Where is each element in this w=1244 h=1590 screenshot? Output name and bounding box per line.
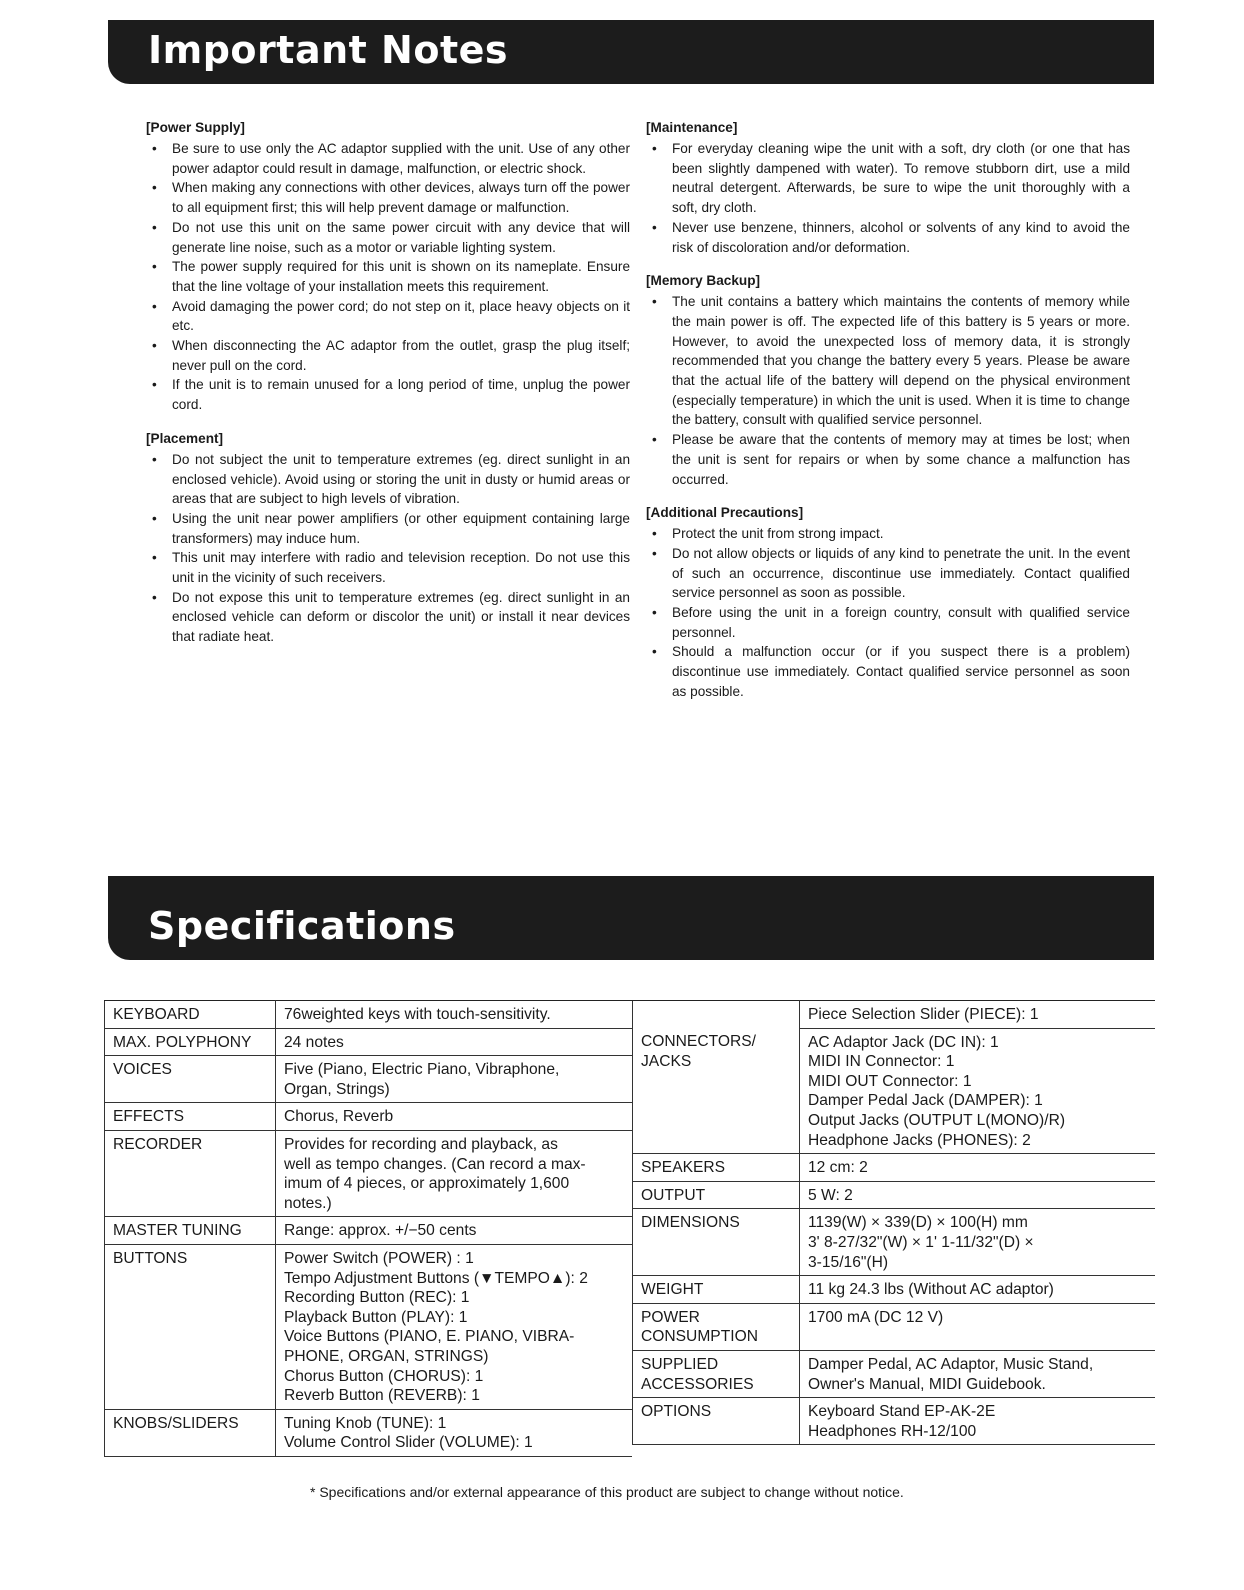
spec-label bbox=[633, 1398, 800, 1445]
spec-label-text: WEIGHT bbox=[641, 1281, 704, 1299]
section-heading: [Additional Precautions] bbox=[646, 505, 804, 521]
spec-value-line: Headphones RH-12/100 bbox=[808, 1422, 977, 1440]
spec-value bbox=[276, 1001, 633, 1029]
spec-row bbox=[105, 1056, 633, 1103]
spec-label bbox=[105, 1028, 276, 1056]
spec-value bbox=[800, 1303, 1156, 1350]
spec-label-text: DIMENSIONS bbox=[641, 1214, 740, 1232]
specifications-banner bbox=[108, 876, 1154, 960]
spec-label bbox=[633, 1154, 800, 1182]
notes-section bbox=[146, 429, 630, 647]
spec-label-text: VOICES bbox=[113, 1061, 172, 1079]
spec-row bbox=[105, 1001, 633, 1029]
spec-value bbox=[800, 1028, 1156, 1154]
spec-label bbox=[633, 1276, 800, 1304]
spec-value-line: 3-15/16"(H) bbox=[808, 1253, 889, 1271]
spec-label bbox=[105, 1409, 276, 1456]
section-heading: [Placement] bbox=[146, 430, 224, 446]
notes-right-column bbox=[646, 118, 1130, 716]
spec-label bbox=[105, 1001, 276, 1029]
spec-value-line: Tuning Knob (TUNE): 1 bbox=[284, 1414, 447, 1432]
spec-value-line: Piece Selection Slider (PIECE): 1 bbox=[808, 1006, 1039, 1023]
bullet-item: • For everyday cleaning wipe the unit with a soft, dry cloth (or one that has been slightly dampened with water). To remove stubborn dirt, use a mild neutral detergent. Afterwards, be sure to wipe the unit thoroughly with a soft, dry cloth. bbox=[646, 139, 1130, 218]
spec-label bbox=[105, 1056, 276, 1103]
spec-row bbox=[633, 1398, 1156, 1445]
spec-row bbox=[633, 1154, 1156, 1182]
spec-label bbox=[633, 1350, 800, 1397]
bullet-item: • Never use benzene, thinners, alcohol or solvents of any kind to avoid the risk of discoloration and/or deformation. bbox=[646, 218, 1130, 257]
section-heading: [Memory Backup] bbox=[646, 273, 761, 289]
notes-section bbox=[646, 503, 1130, 701]
bullet-list bbox=[646, 524, 1130, 701]
spec-value-line: Owner's Manual, MIDI Guidebook. bbox=[808, 1375, 1046, 1393]
spec-value bbox=[276, 1217, 633, 1245]
spec-label-text: MAX. POLYPHONY bbox=[113, 1033, 252, 1051]
spec-value bbox=[800, 1276, 1156, 1304]
spec-value-line: Damper Pedal Jack (DAMPER): 1 bbox=[808, 1092, 1043, 1110]
spec-label-text: CONSUMPTION bbox=[641, 1328, 758, 1346]
spec-label-text: ACCESSORIES bbox=[641, 1375, 754, 1393]
spec-label-text: OUTPUT bbox=[641, 1186, 706, 1204]
spec-value bbox=[276, 1028, 633, 1056]
spec-value-line: Damper Pedal, AC Adaptor, Music Stand, bbox=[808, 1355, 1094, 1373]
spec-value-line: Organ, Strings) bbox=[284, 1080, 390, 1098]
spec-row bbox=[633, 1001, 1156, 1029]
spec-value bbox=[800, 1154, 1156, 1182]
spec-value-line: MIDI OUT Connector: 1 bbox=[808, 1072, 972, 1090]
bullet-item: • Using the unit near power amplifiers (or other equipment containing large transformers) may induce hum. bbox=[146, 509, 630, 548]
spec-value-line: 76weighted keys with touch-sensitivity. bbox=[284, 1006, 551, 1023]
spec-value-line: 11 kg 24.3 lbs (Without AC adaptor) bbox=[808, 1281, 1054, 1299]
section-heading: [Power Supply] bbox=[146, 120, 245, 135]
important-notes-title: Important Notes bbox=[148, 28, 509, 72]
spec-value-line: 24 notes bbox=[284, 1033, 344, 1051]
spec-value-line: MIDI IN Connector: 1 bbox=[808, 1053, 955, 1071]
spec-label bbox=[105, 1244, 276, 1409]
notes-left-column bbox=[146, 118, 630, 661]
spec-label bbox=[105, 1217, 276, 1245]
spec-value bbox=[276, 1056, 633, 1103]
bullet-item: • Protect the unit from strong impact. bbox=[646, 524, 1130, 544]
spec-label bbox=[633, 1181, 800, 1209]
spec-label-text: MASTER TUNING bbox=[113, 1222, 242, 1240]
specifications-title: Specifications bbox=[148, 904, 456, 948]
bullet-item: • This unit may interfere with radio and television reception. Do not use this unit in the vicinity of such receivers. bbox=[146, 548, 630, 587]
spec-value-line: 3' 8-27/32"(W) × 1' 1-11/32"(D) × bbox=[808, 1233, 1034, 1251]
bullet-item: • Please be aware that the contents of memory may at times be lost; when the unit is sent for repairs or when by some chance a malfunction has occurred. bbox=[646, 430, 1130, 489]
spec-value bbox=[800, 1181, 1156, 1209]
spec-value-line: 5 W: 2 bbox=[808, 1186, 853, 1204]
spec-table-left bbox=[104, 1000, 632, 1457]
spec-value-line: Chorus Button (CHORUS): 1 bbox=[284, 1367, 484, 1385]
spec-row bbox=[633, 1181, 1156, 1209]
spec-label bbox=[633, 1001, 800, 1029]
spec-label bbox=[105, 1103, 276, 1131]
bullet-list bbox=[146, 139, 630, 415]
notes-section bbox=[646, 118, 1130, 257]
bullet-item: • Before using the unit in a foreign country, consult with qualified service personnel. bbox=[646, 603, 1130, 642]
spec-label bbox=[105, 1130, 276, 1216]
bullet-item: • Should a malfunction occur (or if you suspect there is a problem) discontinue use immediately. Contact qualified service personnel as soon as possible. bbox=[646, 642, 1130, 701]
spec-label-text: SUPPLIED bbox=[641, 1355, 719, 1373]
spec-row bbox=[105, 1103, 633, 1131]
spec-value-line: Chorus, Reverb bbox=[284, 1108, 394, 1126]
bullet-item: • The unit contains a battery which maintains the contents of memory while the main power is off. The expected life of this battery is 5 years or more. However, to avoid the unexpected loss of memory data, it is strongly recommended that you change the battery every 5 years. Please be aware that the actual life of the battery will depend on the physical environment (especially temperature) in which the unit is used. When it is time to change the battery, consult with qualified service personnel. bbox=[646, 292, 1130, 430]
spec-table-right bbox=[632, 1000, 1155, 1445]
spec-value-line: 12 cm: 2 bbox=[808, 1159, 868, 1177]
spec-value-line: well as tempo changes. (Can record a max- bbox=[284, 1155, 586, 1173]
spec-row bbox=[105, 1244, 633, 1409]
spec-label bbox=[633, 1209, 800, 1276]
spec-label-text: POWER bbox=[641, 1308, 700, 1326]
spec-value-line: imum of 4 pieces, or approximately 1,600 bbox=[284, 1175, 570, 1193]
bullet-item: • If the unit is to remain unused for a long period of time, unplug the power cord. bbox=[146, 375, 630, 414]
spec-row bbox=[633, 1209, 1156, 1276]
spec-row bbox=[105, 1409, 633, 1456]
spec-row bbox=[105, 1130, 633, 1216]
bullet-item: • When making any connections with other devices, always turn off the power to all equipment first; this will help prevent damage or malfunction. bbox=[146, 178, 630, 217]
spec-row bbox=[633, 1028, 1156, 1154]
bullet-list bbox=[646, 292, 1130, 489]
spec-label-text: OPTIONS bbox=[641, 1403, 712, 1421]
spec-value bbox=[800, 1209, 1156, 1276]
bullet-item: • Do not allow objects or liquids of any kind to penetrate the unit. In the event of such an occurrence, discontinue use immediately. Contact qualified service personnel as soon as possible. bbox=[646, 544, 1130, 603]
spec-value bbox=[800, 1001, 1156, 1029]
notes-section bbox=[646, 271, 1130, 489]
spec-value-line: Range: approx. +/−50 cents bbox=[284, 1222, 477, 1240]
spec-label-text: KEYBOARD bbox=[113, 1006, 200, 1023]
bullet-item: • Do not use this unit on the same power circuit with any device that will generate line noise, such as a motor or variable lighting system. bbox=[146, 218, 630, 257]
spec-value bbox=[276, 1130, 633, 1216]
spec-row bbox=[633, 1303, 1156, 1350]
spec-value-line: notes.) bbox=[284, 1194, 332, 1212]
section-heading: [Maintenance] bbox=[646, 120, 738, 135]
spec-value-line: Volume Control Slider (VOLUME): 1 bbox=[284, 1434, 533, 1452]
spec-value-line: Recording Button (REC): 1 bbox=[284, 1289, 470, 1307]
spec-row bbox=[105, 1028, 633, 1056]
spec-label-text: EFFECTS bbox=[113, 1108, 185, 1126]
bullet-item: • Be sure to use only the AC adaptor supplied with the unit. Use of any other power adaptor could result in damage, malfunction, or electric shock. bbox=[146, 139, 630, 178]
bullet-list bbox=[146, 450, 630, 647]
notes-section bbox=[146, 118, 630, 415]
spec-label-text: SPEAKERS bbox=[641, 1159, 726, 1177]
spec-label bbox=[633, 1028, 800, 1154]
spec-value-line: Headphone Jacks (PHONES): 2 bbox=[808, 1131, 1031, 1149]
important-notes-banner bbox=[108, 20, 1154, 84]
bullet-item: • Do not subject the unit to temperature extremes (eg. direct sunlight in an enclosed vehicle). Avoid using or storing the unit in dusty or humid areas or areas that are subject to high levels of vibration. bbox=[146, 450, 630, 509]
spec-footnote: * Specifications and/or external appearance of this product are subject to change without notice. bbox=[310, 1484, 904, 1500]
bullet-list bbox=[646, 139, 1130, 257]
spec-label-text: BUTTONS bbox=[113, 1249, 188, 1267]
spec-value-line: AC Adaptor Jack (DC IN): 1 bbox=[808, 1033, 999, 1051]
spec-value-line: PHONE, ORGAN, STRINGS) bbox=[284, 1347, 489, 1365]
spec-row bbox=[105, 1217, 633, 1245]
bullet-item: • When disconnecting the AC adaptor from the outlet, grasp the plug itself; never pull on the cord. bbox=[146, 336, 630, 375]
spec-value-line: Power Switch (POWER) : 1 bbox=[284, 1249, 474, 1267]
spec-value-line: Tempo Adjustment Buttons (▼TEMPO▲): 2 bbox=[284, 1269, 588, 1287]
spec-value bbox=[276, 1409, 633, 1456]
spec-row bbox=[633, 1276, 1156, 1304]
spec-label-text: RECORDER bbox=[113, 1135, 203, 1153]
spec-label bbox=[633, 1303, 800, 1350]
spec-value-line: Voice Buttons (PIANO, E. PIANO, VIBRA- bbox=[284, 1328, 575, 1346]
spec-value bbox=[276, 1103, 633, 1131]
spec-value-line: 1139(W) × 339(D) × 100(H) mm bbox=[808, 1214, 1028, 1232]
spec-label-text: CONNECTORS/ bbox=[641, 1033, 756, 1051]
bullet-item: • The power supply required for this unit is shown on its nameplate. Ensure that the line voltage of your installation meets this requirement. bbox=[146, 257, 630, 296]
spec-value-line: 1700 mA (DC 12 V) bbox=[808, 1308, 944, 1326]
spec-value-line: Playback Button (PLAY): 1 bbox=[284, 1308, 468, 1326]
bullet-item: • Avoid damaging the power cord; do not step on it, place heavy objects on it etc. bbox=[146, 297, 630, 336]
spec-value bbox=[276, 1244, 633, 1409]
spec-value-line: Output Jacks (OUTPUT L(MONO)/R) bbox=[808, 1111, 1066, 1129]
spec-value-line: Reverb Button (REVERB): 1 bbox=[284, 1387, 480, 1405]
spec-value-line: Provides for recording and playback, as bbox=[284, 1135, 558, 1153]
spec-value bbox=[800, 1350, 1156, 1397]
bullet-item: • Do not expose this unit to temperature extremes (eg. direct sunlight in an enclosed vehicle can deform or discolor the unit) or install it near devices that radiate heat. bbox=[146, 588, 630, 647]
spec-row bbox=[633, 1350, 1156, 1397]
spec-label-text: KNOBS/SLIDERS bbox=[113, 1414, 239, 1432]
spec-value-line: Five (Piano, Electric Piano, Vibraphone, bbox=[284, 1061, 560, 1079]
spec-label-text: JACKS bbox=[641, 1052, 692, 1070]
spec-value bbox=[800, 1398, 1156, 1445]
spec-value-line: Keyboard Stand EP-AK-2E bbox=[808, 1403, 996, 1421]
